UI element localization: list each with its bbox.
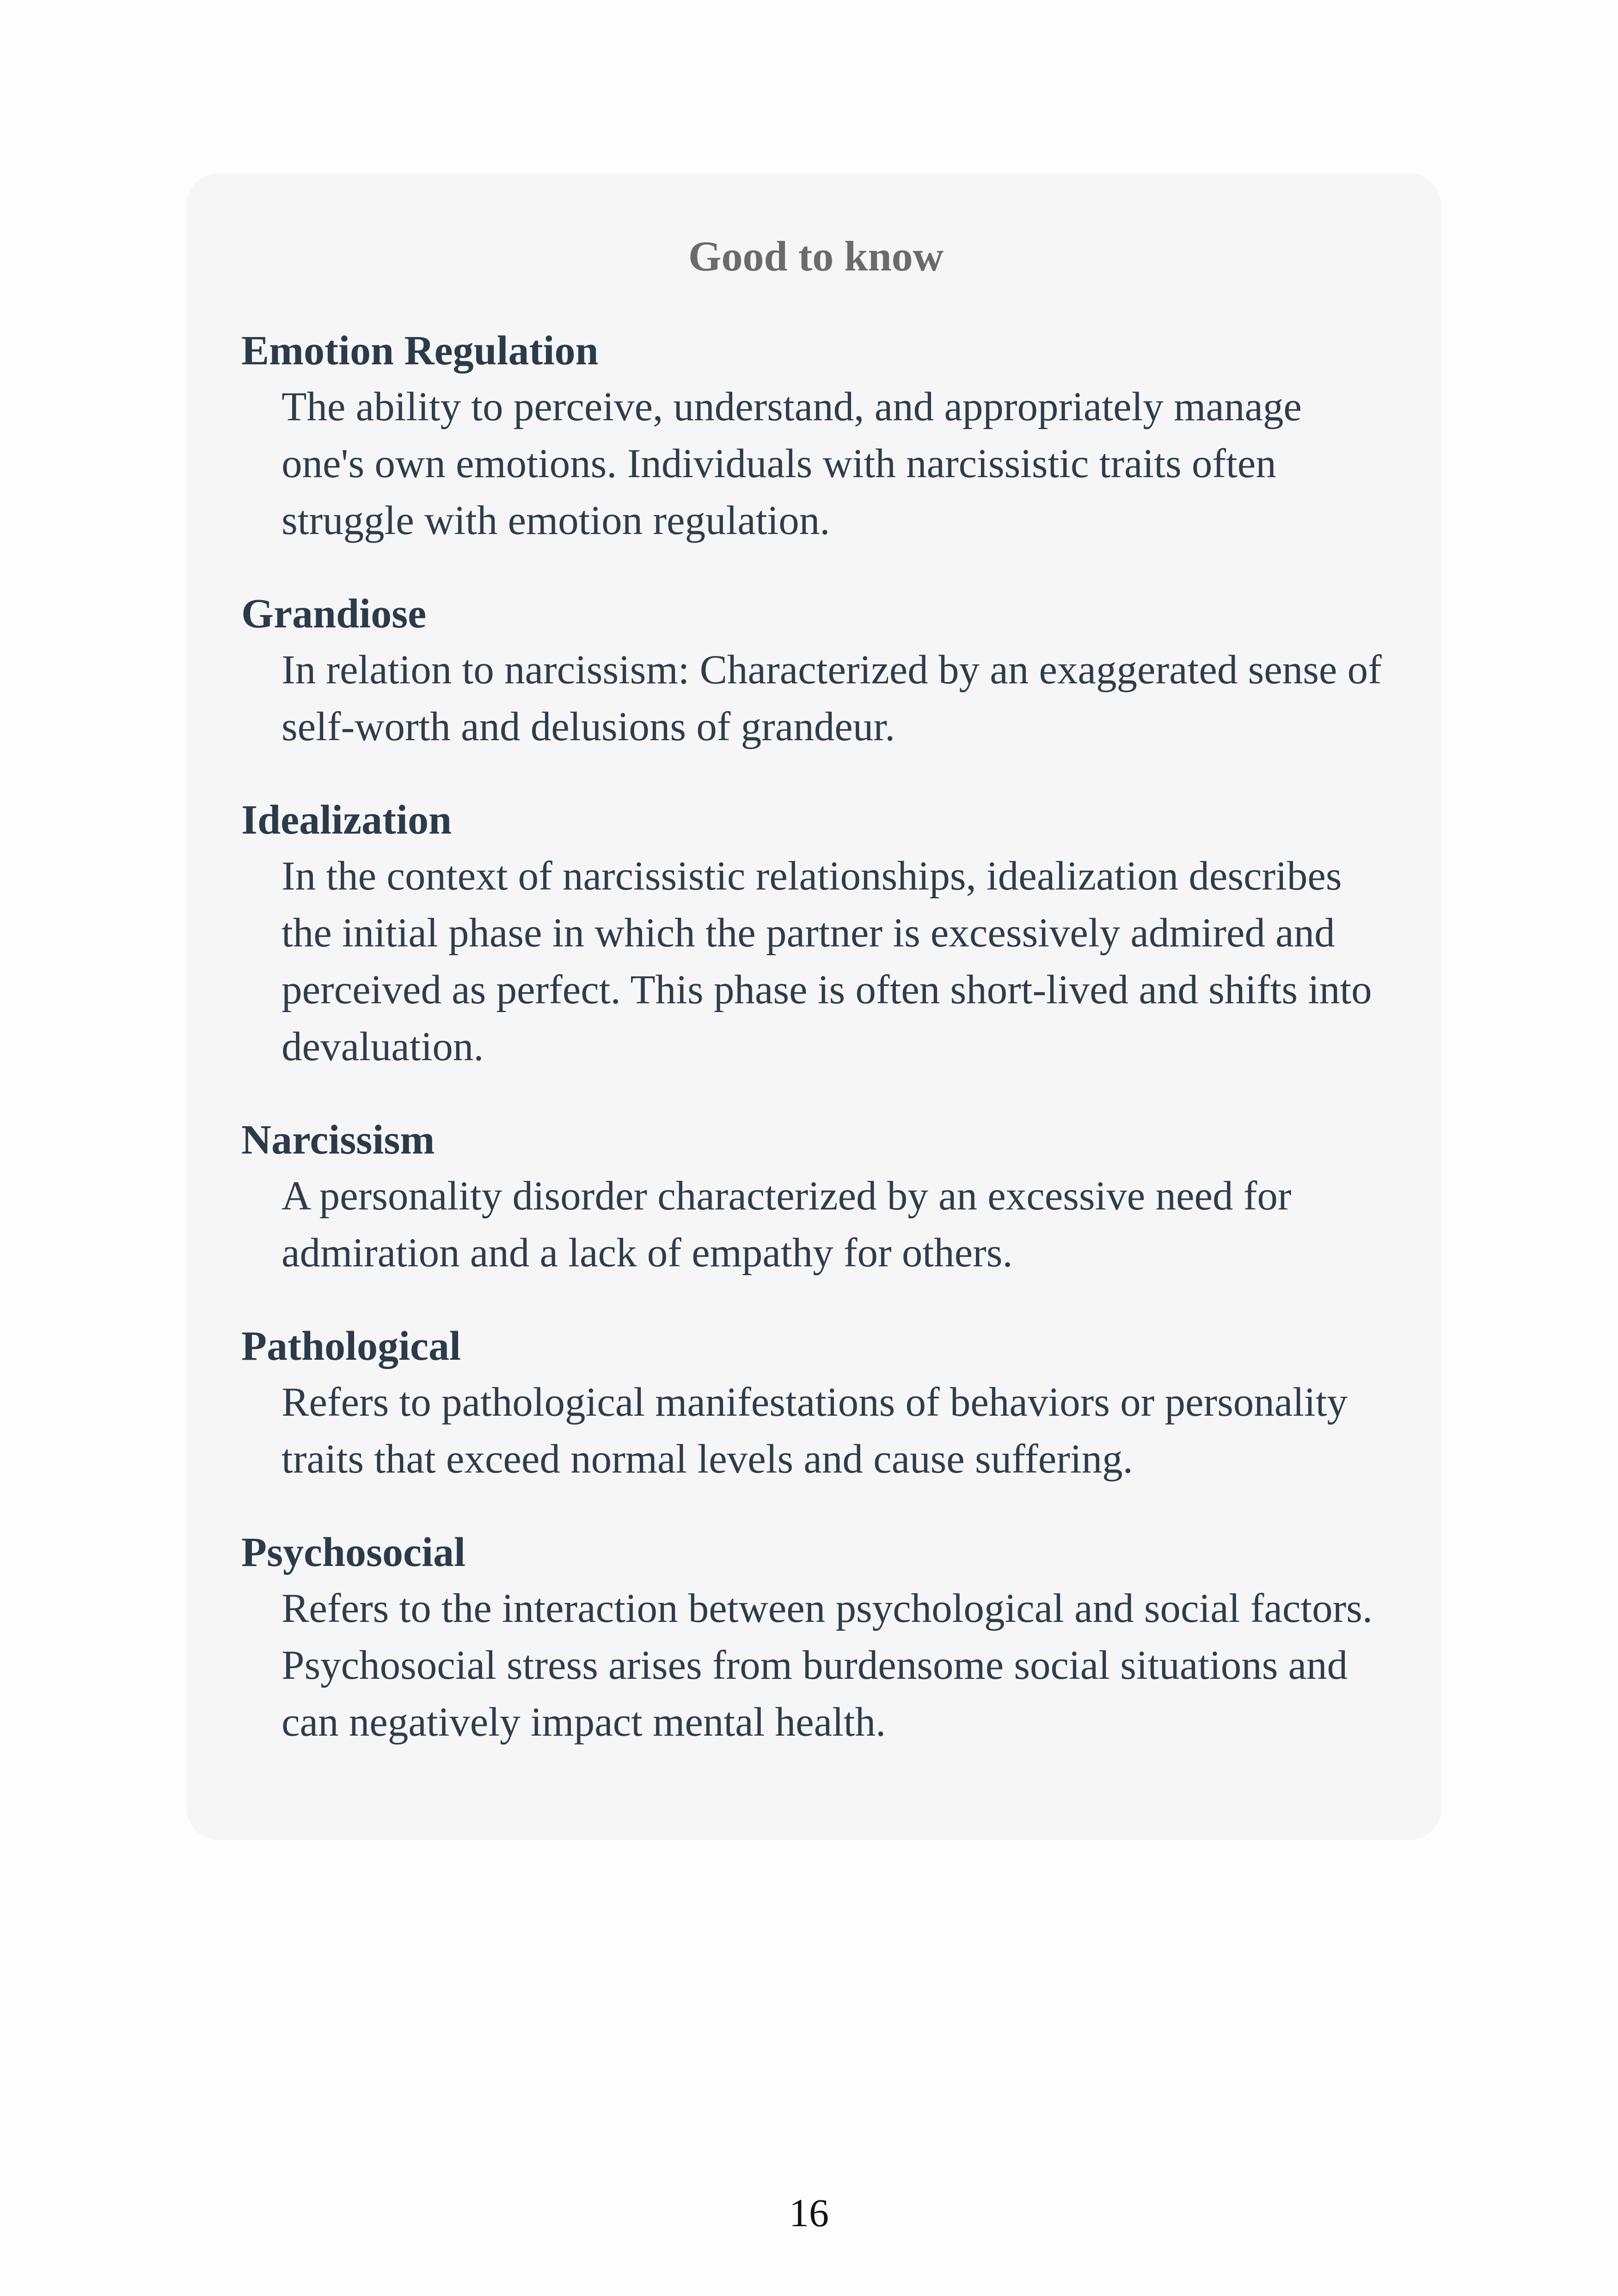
glossary-entry-idealization — [241, 795, 1391, 1075]
glossary-term: Emotion Regulation — [241, 328, 599, 374]
glossary-definition: A personality disorder characterized by an excessive need for admiration and a lack of empathy for others. — [282, 1173, 1292, 1276]
page-number: 16 — [789, 2191, 829, 2235]
glossary-term: Grandiose — [241, 591, 427, 637]
glossary-term: Pathological — [241, 1323, 461, 1369]
glossary-term: Narcissism — [241, 1117, 435, 1163]
glossary-entry-narcissism — [241, 1115, 1391, 1282]
glossary-definition: Refers to the interaction between psychological and social factors. Psychosocial stress arises from burdensome social situations and can negatively impact mental health. — [282, 1586, 1373, 1745]
glossary-entry-psychosocial — [241, 1528, 1391, 1751]
glossary-entry-pathological — [241, 1321, 1391, 1488]
glossary-term: Psychosocial — [241, 1529, 466, 1576]
glossary-definition: Refers to pathological manifestations of behaviors or personality traits that exceed normal levels and cause suffering. — [282, 1380, 1348, 1482]
glossary-term: Idealization — [241, 797, 452, 843]
glossary-definition: In the context of narcissistic relationships, idealization describes the initial phase in which the partner is excessively admired and perceived as perfect. This phase is often short-lived and shifts into devaluation. — [282, 853, 1372, 1070]
glossary-title: Good to know — [688, 233, 944, 280]
glossary-entry-grandiose — [241, 589, 1391, 755]
glossary-box — [186, 173, 1441, 1840]
glossary-definition: In relation to narcissism: Characterized by an exaggerated sense of self-worth and delusions of grandeur. — [282, 647, 1382, 750]
glossary-entry-emotion-regulation — [241, 326, 1391, 549]
glossary-definition: The ability to perceive, understand, and appropriately manage one's own emotions. Individuals with narcissistic traits often struggle with emotion regulation. — [282, 384, 1302, 544]
